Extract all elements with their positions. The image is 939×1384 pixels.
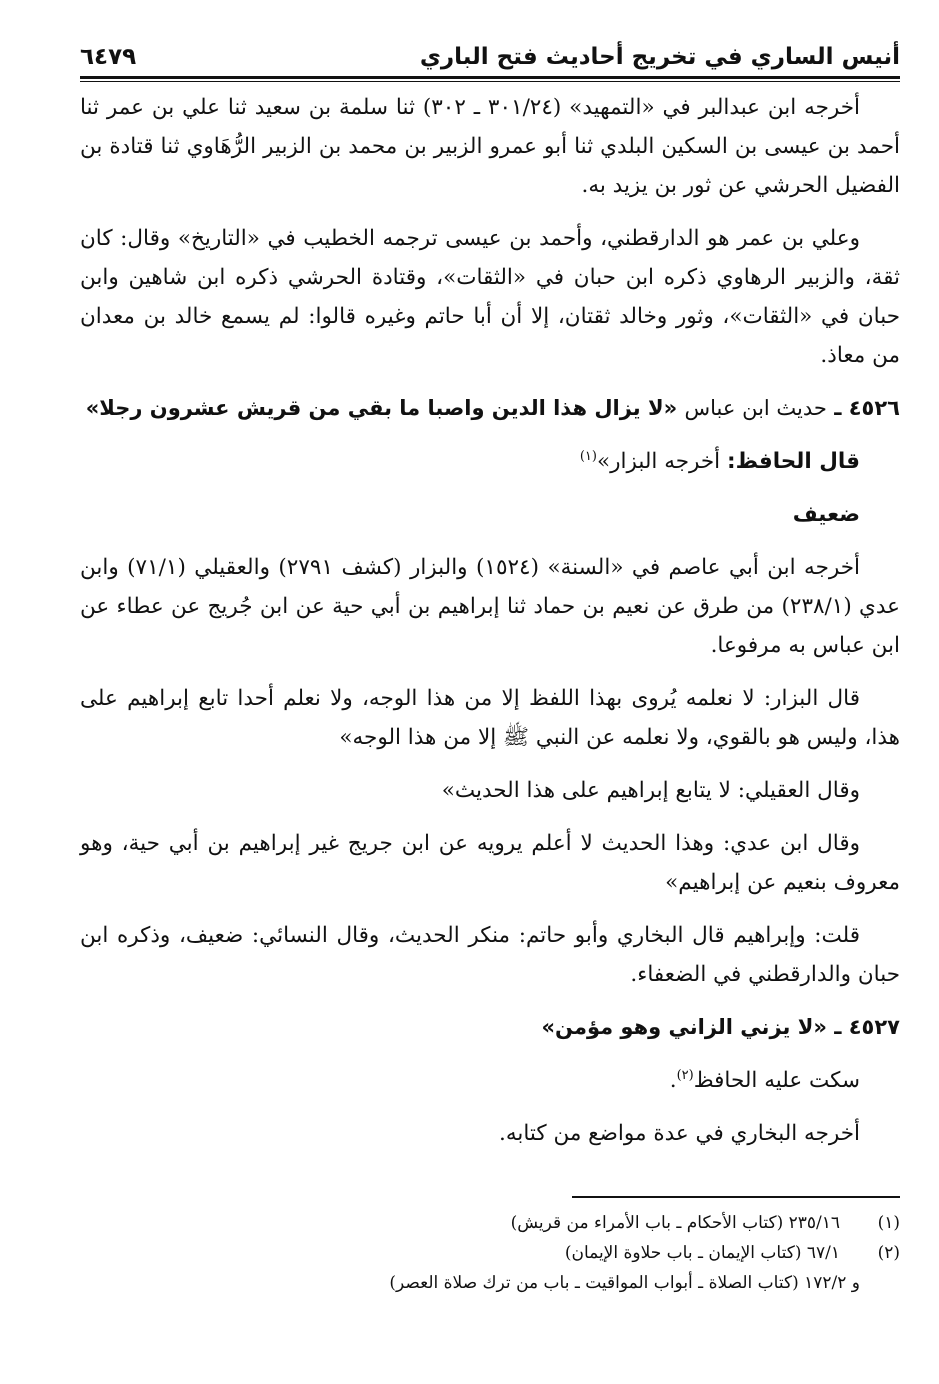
paragraph-bazzar: قال البزار: لا نعلمه يُروى بهذا اللفظ إلا من هذا الوجه، ولا نعلم أحدا تابع إبراهيم على هذا، وليس هو بالقوي، ولا نعلمه عن النبي ﷺ إلا من هذا الوجه» bbox=[80, 686, 900, 750]
footnote-text: و ١٧٢/٢ (كتاب الصلاة ـ أبواب المواقيت ـ باب من ترك صلاة العصر) bbox=[389, 1273, 860, 1293]
paragraph-sources: أخرجه ابن أبي عاصم في «السنة» (١٥٢٤) والبزار (كشف ٢٧٩١) والعقيلي (٧١/١) وابن عدي (٢٣٨/١) من طرق عن نعيم بن حماد ثنا إبراهيم بن أبي حية عن ابن جُريج عن عطاء عن ابن عباس به مرفوعا. bbox=[80, 555, 901, 658]
hafiz-said: سكت عليه الحافظ bbox=[693, 1068, 860, 1093]
footnote-ref-2[interactable]: (٢) bbox=[676, 1067, 694, 1083]
footnote-text: ٢٣٥/١٦ (كتاب الأحكام ـ باب الأمراء من قريش) bbox=[510, 1213, 840, 1233]
hadith-4527 bbox=[80, 1008, 900, 1047]
footnotes bbox=[80, 1208, 900, 1298]
running-title: أنيس الساري في تخريج أحاديث فتح الباري bbox=[419, 44, 900, 70]
paragraph-narrators: وعلي بن عمر هو الدارقطني، وأحمد بن عيسى ترجمه الخطيب في «التاريخ» وقال: كان ثقة، والزبير الرهاوي ذكره ابن حبان في «الثقات»، وقتادة الحرشي ذكره ابن شاهين وابن حبان في «الثقات»، وثور وخالد ثقتان، إلا أن أبا حاتم وغيره قالوا: لم يسمع خالد بن معدان من معاذ. bbox=[80, 226, 900, 368]
footnote-item bbox=[80, 1268, 900, 1298]
footnote-item bbox=[80, 1238, 900, 1268]
header-rule bbox=[80, 76, 900, 79]
hafiz-label: قال الحافظ: bbox=[727, 449, 860, 474]
footnote-rule bbox=[572, 1196, 900, 1198]
hafiz-silent: سكت عليه الحافظ$^{(٢)}$. bbox=[669, 1067, 860, 1093]
footnote-number: (١) bbox=[877, 1213, 900, 1233]
paragraph-uqayli: وقال العقيلي: لا يتابع إبراهيم على هذا الحديث» bbox=[441, 778, 860, 803]
page-header bbox=[80, 30, 900, 70]
hadith-text: «لا يزني الزاني وهو مؤمن» bbox=[541, 1015, 827, 1039]
hafiz-statement bbox=[80, 442, 900, 481]
hafiz-said: أخرجه البزار» bbox=[596, 449, 721, 474]
main-text bbox=[80, 88, 900, 1167]
footnote-number: (٢) bbox=[877, 1243, 900, 1263]
header-rule-thin bbox=[80, 81, 900, 82]
paragraph-bukhari: أخرجه البخاري في عدة مواضع من كتابه. bbox=[499, 1121, 860, 1146]
hadith-text: «لا يزال هذا الدين واصبا ما بقي من قريش عشرون رجلا» bbox=[85, 396, 678, 420]
page-number: ٦٤٧٩ bbox=[80, 44, 137, 70]
paragraph-qultu: قلت: وإبراهيم قال البخاري وأبو حاتم: منكر الحديث، وقال النسائي: ضعيف، وذكره ابن حبان والدارقطني في الضعفاء. bbox=[80, 923, 900, 987]
footnote-item bbox=[80, 1208, 900, 1238]
hadith-number: ٤٥٢٧ ـ bbox=[834, 1015, 900, 1039]
hadith-number: ٤٥٢٦ ـ bbox=[834, 396, 900, 420]
footnote-text: ٦٧/١ (كتاب الإيمان ـ باب حلاوة الإيمان) bbox=[564, 1243, 840, 1263]
hadith-4526 bbox=[80, 389, 900, 428]
paragraph-ibn-adi: وقال ابن عدي: وهذا الحديث لا أعلم يرويه عن ابن جريج غير إبراهيم بن أبي حية، وهو معروف بنعيم عن إبراهيم» bbox=[80, 831, 900, 895]
hadith-intro: حديث ابن عباس bbox=[684, 396, 827, 420]
footnote-ref-1[interactable]: (١) bbox=[579, 448, 597, 464]
hadith-grade: ضعيف bbox=[792, 502, 860, 527]
paragraph-takhrij: أخرجه ابن عبدالبر في «التمهيد» (٣٠١/٢٤ ـ ٣٠٢) ثنا سلمة بن سعيد ثنا علي بن عمر ثنا أحمد بن عيسى بن السكين البلدي ثنا أبو عمرو الزبير بن محمد بن الزبير الرُّهَاوي ثنا قتادة بن الفضيل الحرشي عن ثور بن يزيد به. bbox=[80, 95, 900, 198]
